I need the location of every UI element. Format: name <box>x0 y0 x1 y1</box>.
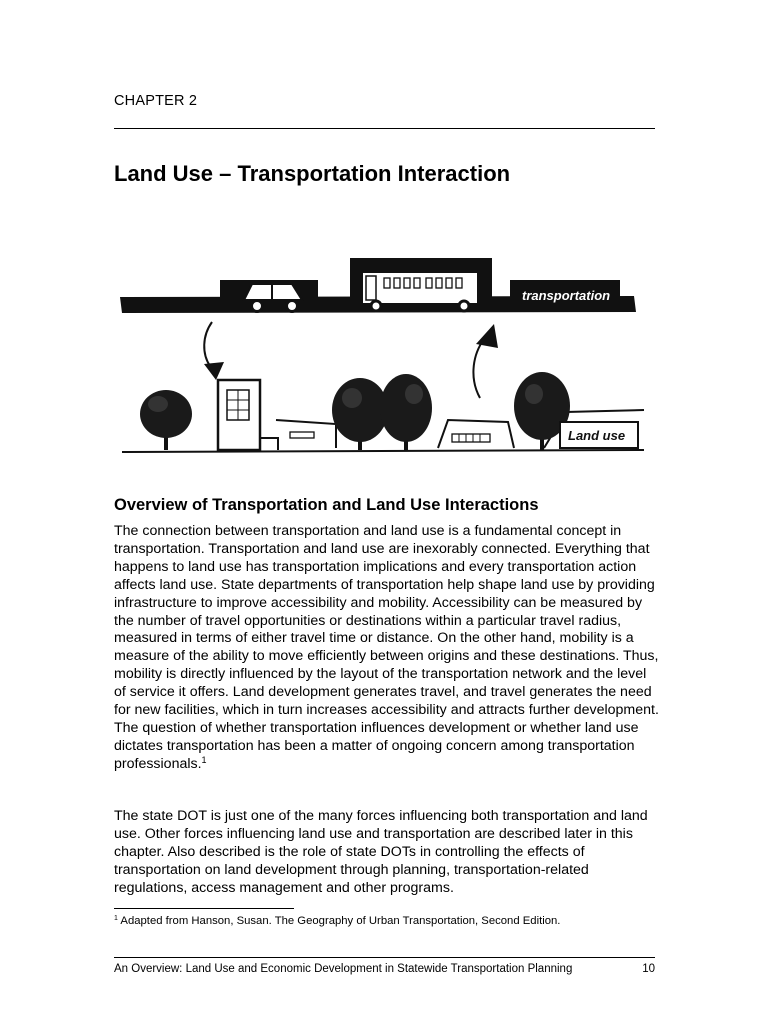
office-building-icon <box>218 380 278 450</box>
footnote-text: Adapted from Hanson, Susan. The Geography of Urban Transportation, Second Edition. <box>117 915 561 927</box>
paragraph-text: The connection between transportation and land use is a fundamental concept in transportation. Transportation and land use are inexorably connected. Everything that happens to land use has transportation implications and every transportation action affects land use. State departments of transportation help shape land use by providing infrastructure to improve accessibility and mobility. Accessibility can be measured by the number of travel opportunities or destinations within a particular travel radius, measured in terms of either travel time or distance. On the other hand, mobility is a measure of the ability to move efficiently between origins and these destinations. Thus, mobility is directly influenced by the layout of the transportation network and the level of service it offers. Land development generates travel, and travel generates the need for new facilities, which in turn increases accessibility and attracts further development. The question of whether transportation influences development or whether land use dictates transportation has been a matter of ongoing concern among transportation professionals. <box>114 523 659 772</box>
footnote-divider <box>114 908 294 909</box>
footer-title: An Overview: Land Use and Economic Development in Statewide Transportation Planning <box>114 963 573 975</box>
ground-line <box>122 450 644 452</box>
arrow-down-icon <box>204 322 224 380</box>
transportation-label: transportation <box>522 288 611 303</box>
chapter-label: CHAPTER 2 <box>114 93 198 109</box>
body-paragraph <box>114 523 659 774</box>
bus-icon <box>350 258 492 311</box>
page-number: 10 <box>642 963 655 975</box>
footnote <box>114 915 560 927</box>
land-use-transportation-illustration <box>114 252 659 468</box>
tree-icon <box>332 378 388 450</box>
chapter-divider <box>114 128 655 129</box>
page-title: Land Use – Transportation Interaction <box>114 161 511 186</box>
footer-divider <box>114 957 655 958</box>
tree-icon <box>380 374 432 450</box>
body-paragraph: The state DOT is just one of the many forces influencing both transportation and land use. Other forces influencing land use and transportation are described later in this chapter. Also described is the role of state DOTs in controlling the effects of transportation on land development through planning, transportation-related regulations, access management and other programs. <box>114 808 648 896</box>
footnote-reference[interactable]: 1 <box>201 754 207 765</box>
tree-icon <box>140 390 192 450</box>
arrow-up-icon <box>473 324 498 398</box>
footnote-marker: 1 <box>114 915 118 922</box>
land-use-label: Land use <box>568 428 626 443</box>
house-icon <box>276 420 336 448</box>
section-heading: Overview of Transportation and Land Use Interactions <box>114 496 539 514</box>
